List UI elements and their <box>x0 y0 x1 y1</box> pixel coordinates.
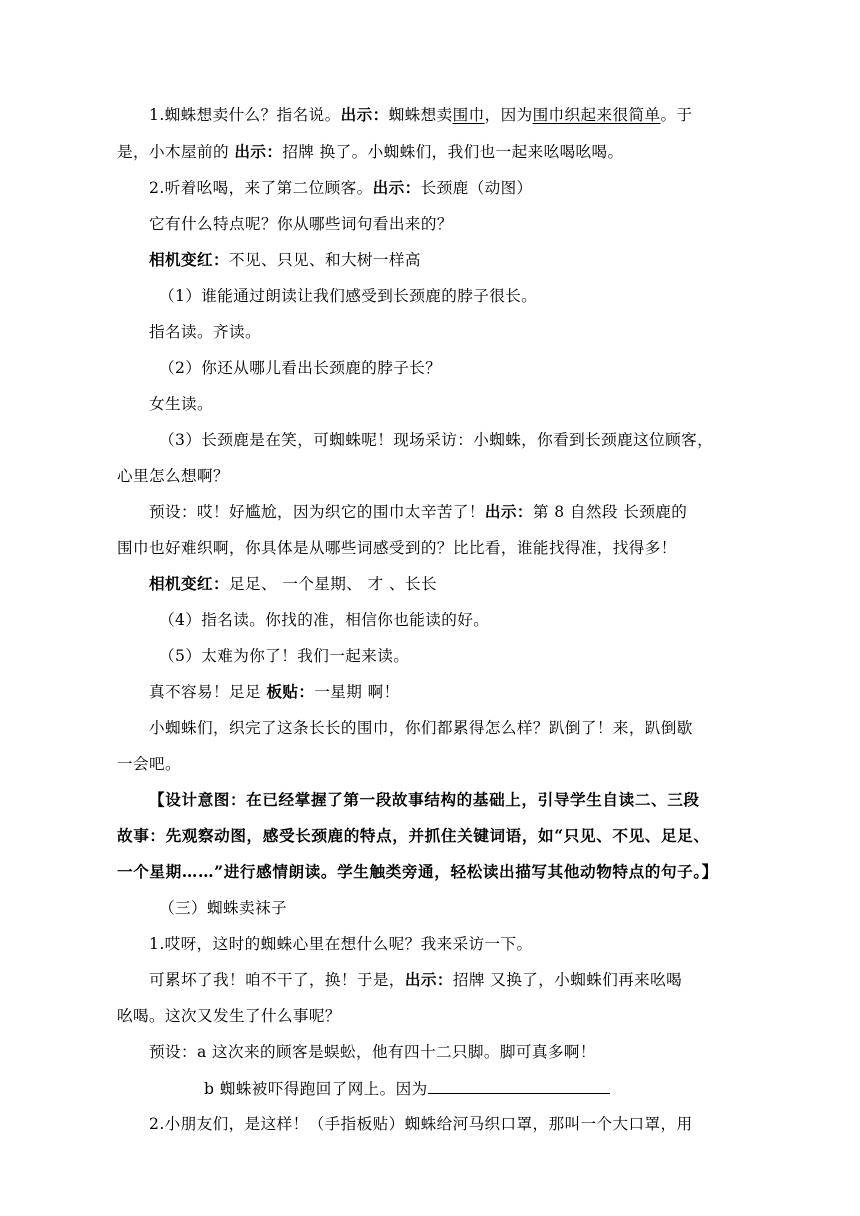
para-1-line-1: 1.蜘蛛想卖什么？指名说。出示：蜘蛛想卖围巾，因为围巾织起来很简单。于 <box>149 105 693 124</box>
para-9-line-2: 心里怎么想啊？ <box>117 467 229 485</box>
para-18: 预设：a 这次来的顾客是蜈蚣，他有四十二只脚。脚可真多啊！ <box>149 1043 596 1061</box>
para-2: 2.听着吆喝，来了第二位顾客。出示：长颈鹿（动图） <box>149 178 533 197</box>
para-15-line-1: 小蜘蛛们，织完了这条长长的围巾，你们都累得怎么样？趴倒了！来，趴倒歇 <box>149 719 693 737</box>
para-6: 指名读。齐读。 <box>149 323 261 341</box>
para-4: 相机变红：不见、只见、和大树一样高 <box>149 250 421 269</box>
para-16: 1.哎呀，这时的蜘蛛心里在想什么呢？我来采访一下。 <box>149 935 533 953</box>
para-17-line-2: 吆喝。这次又发生了什么事呢？ <box>117 1007 341 1025</box>
para-14: 真不容易！足足 板贴：一星期 啊！ <box>149 682 400 701</box>
para-12: （4）指名读。你找的准，相信你也能读的好。 <box>159 611 490 629</box>
para-7: （2）你还从哪儿看出长颈鹿的脖子长？ <box>159 359 442 377</box>
para-10-line-1: 预设：哎！好尴尬，因为织它的围巾太辛苦了！出示：第 8 自然段 长颈鹿的 <box>149 502 688 521</box>
para-5: （1）谁能通过朗读让我们感受到长颈鹿的脖子很长。 <box>159 287 538 305</box>
para-11: 相机变红：足足、 一个星期、 才 、长长 <box>149 574 437 593</box>
section-heading: （三）蜘蛛卖袜子 <box>159 899 287 917</box>
para-10-line-2: 围巾也好难织啊，你具体是从哪些词感受到的？比比看，谁能找得准，找得多！ <box>117 539 677 557</box>
answer-blank <box>428 1077 610 1094</box>
underlined-text: 围巾织起来很简单 <box>532 106 661 124</box>
para-17-line-1: 可累坏了我！咱不干了，换！于是，出示：招牌 又换了，小蜘蛛们再来吆喝 <box>149 970 683 989</box>
design-note-line-3: 一个星期……”进行感情朗读。学生触类旁通，轻松读出描写其他动物特点的句子。】 <box>117 862 718 881</box>
para-8: 女生读。 <box>149 395 213 413</box>
underlined-text: 围巾 <box>452 106 485 124</box>
design-note-line-1: 【设计意图：在已经掌握了第一段故事结构的基础上，引导学生自读二、三段 <box>149 790 700 809</box>
para-1-line-2: 是，小木屋前的 出示：招牌 换了。小蜘蛛们，我们也一起来吆喝吆喝。 <box>117 142 624 161</box>
para-3: 它有什么特点呢？你从哪些词句看出来的？ <box>149 215 453 233</box>
para-15-line-2: 一会吧。 <box>117 755 181 773</box>
para-9-line-1: （3）长颈鹿是在笑，可蜘蛛呢！现场采访：小蜘蛛，你看到长颈鹿这位顾客， <box>159 431 714 449</box>
para-20: 2.小朋友们，是这样！（手指板贴）蜘蛛给河马织口罩，那叫一个大口罩，用 <box>149 1115 693 1133</box>
design-note-line-2: 故事：先观察动图，感受长颈鹿的特点，并抓住关键词语，如“只见、不见、足足、 <box>117 826 710 845</box>
para-13: （5）太难为你了！我们一起来读。 <box>159 647 410 665</box>
para-19: b 蜘蛛被吓得跑回了网上。因为 <box>204 1077 610 1100</box>
